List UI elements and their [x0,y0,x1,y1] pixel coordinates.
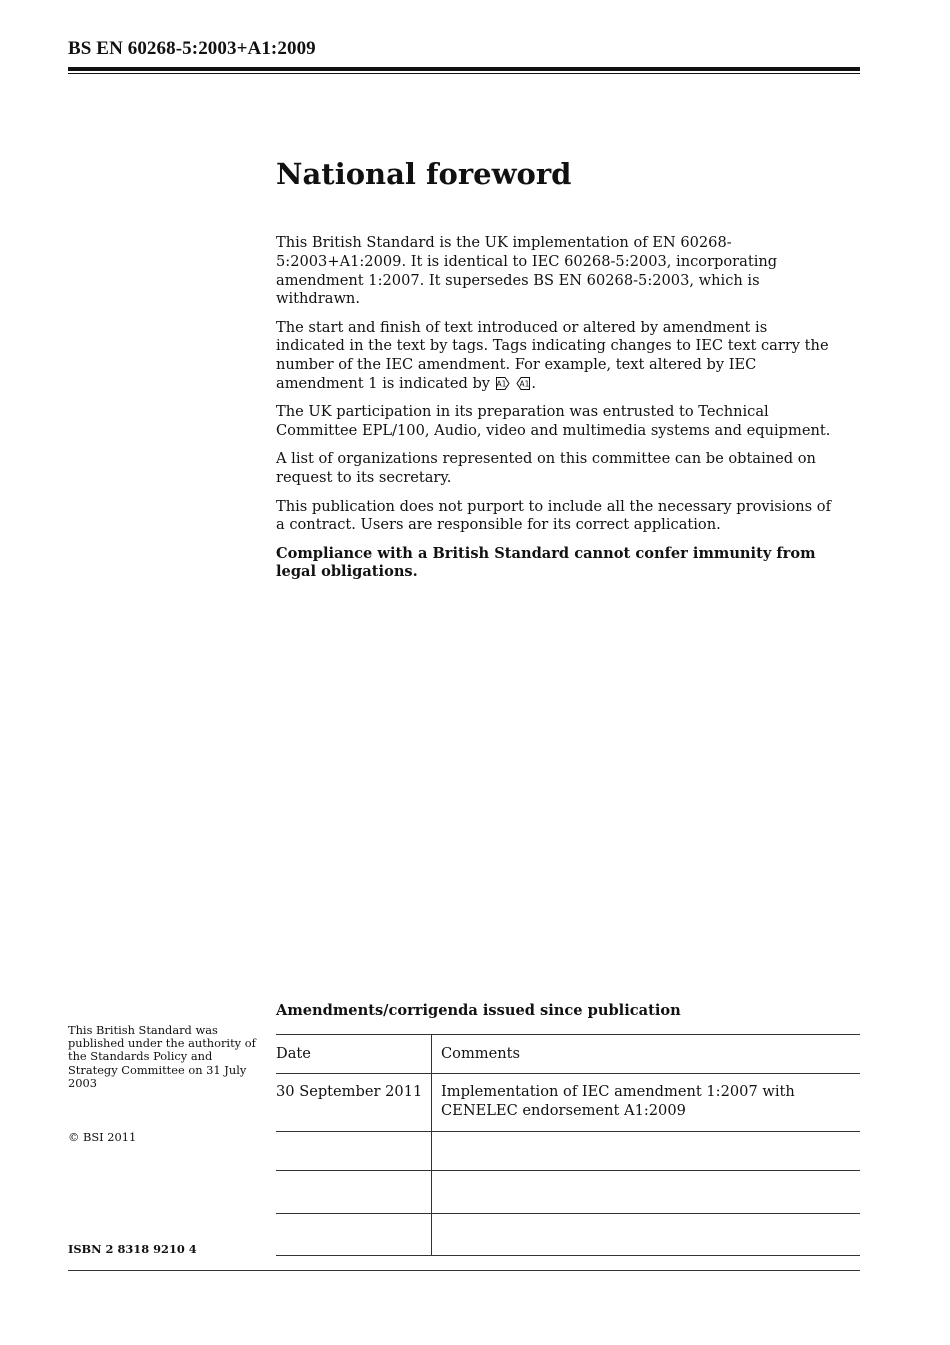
table-row [276,1171,860,1214]
paragraph-2-text: The start and finish of text introduced or altered by amendment is indicated in the text by tags. Tags indicating changes to IEC text carry the number of the IEC amendment. For example, text altered by IEC amendment 1 is indicated by [276,318,829,393]
date-cell [276,1171,432,1214]
foreword-paragraph-1: This British Standard is the UK implementation of EN 60268-5:2003+A1:2009. It is identical to IEC 60268-5:2003, incorporating amendment 1:2007. It supersedes BS EN 60268-5:2003, which is withdrawn. [276,234,778,308]
foreword-paragraph-5: This publication does not purport to include all the necessary provisions of a contract. Users are responsible for its correct application. [276,497,831,534]
date-header: Date [276,1035,432,1074]
comments-cell [432,1171,861,1214]
table-row [276,1074,860,1132]
date-cell [276,1214,432,1256]
comments-cell [432,1214,861,1256]
page-title: National foreword [276,157,572,191]
table-row [276,1214,860,1256]
start-tag-label: A1 [496,379,507,389]
comments-cell [432,1132,861,1171]
amendment-start-tag-icon [496,377,510,390]
amendments-table [276,1034,860,1256]
header-rule-thick [68,67,860,71]
compliance-statement: Compliance with a British Standard cannot confer immunity from legal obligations. [276,544,816,581]
comments-header: Comments [432,1035,861,1074]
footer-rule [68,1270,860,1271]
publication-note: This British Standard was published under the authority of the Standards Policy and Strategy Committee on 31 July 2003 [68,1023,256,1090]
paragraph-2-end: . [531,375,536,393]
end-tag-label: A1 [519,379,530,389]
date-cell: 30 September 2011 [276,1074,432,1132]
amendments-title: Amendments/corrigenda issued since publication [276,1002,681,1019]
date-cell [276,1132,432,1171]
copyright-notice: © BSI 2011 [68,1130,137,1144]
comments-cell: Implementation of IEC amendment 1:2007 with CENELEC endorsement A1:2009 [432,1074,861,1132]
table-row [276,1132,860,1171]
header-rule-thin [68,73,860,74]
document-code: BS EN 60268-5:2003+A1:2009 [68,38,316,59]
foreword-paragraph-3: The UK participation in its preparation was entrusted to Technical Committee EPL/100, Audio, video and multimedia systems and equipment. [276,403,831,440]
table-header-row [276,1035,860,1074]
foreword-body [276,234,836,592]
amendment-end-tag-icon [516,377,530,390]
foreword-paragraph-2 [276,319,836,394]
isbn: ISBN 2 8318 9210 4 [68,1242,197,1256]
foreword-paragraph-4: A list of organizations represented on this committee can be obtained on request to its secretary. [276,450,816,487]
